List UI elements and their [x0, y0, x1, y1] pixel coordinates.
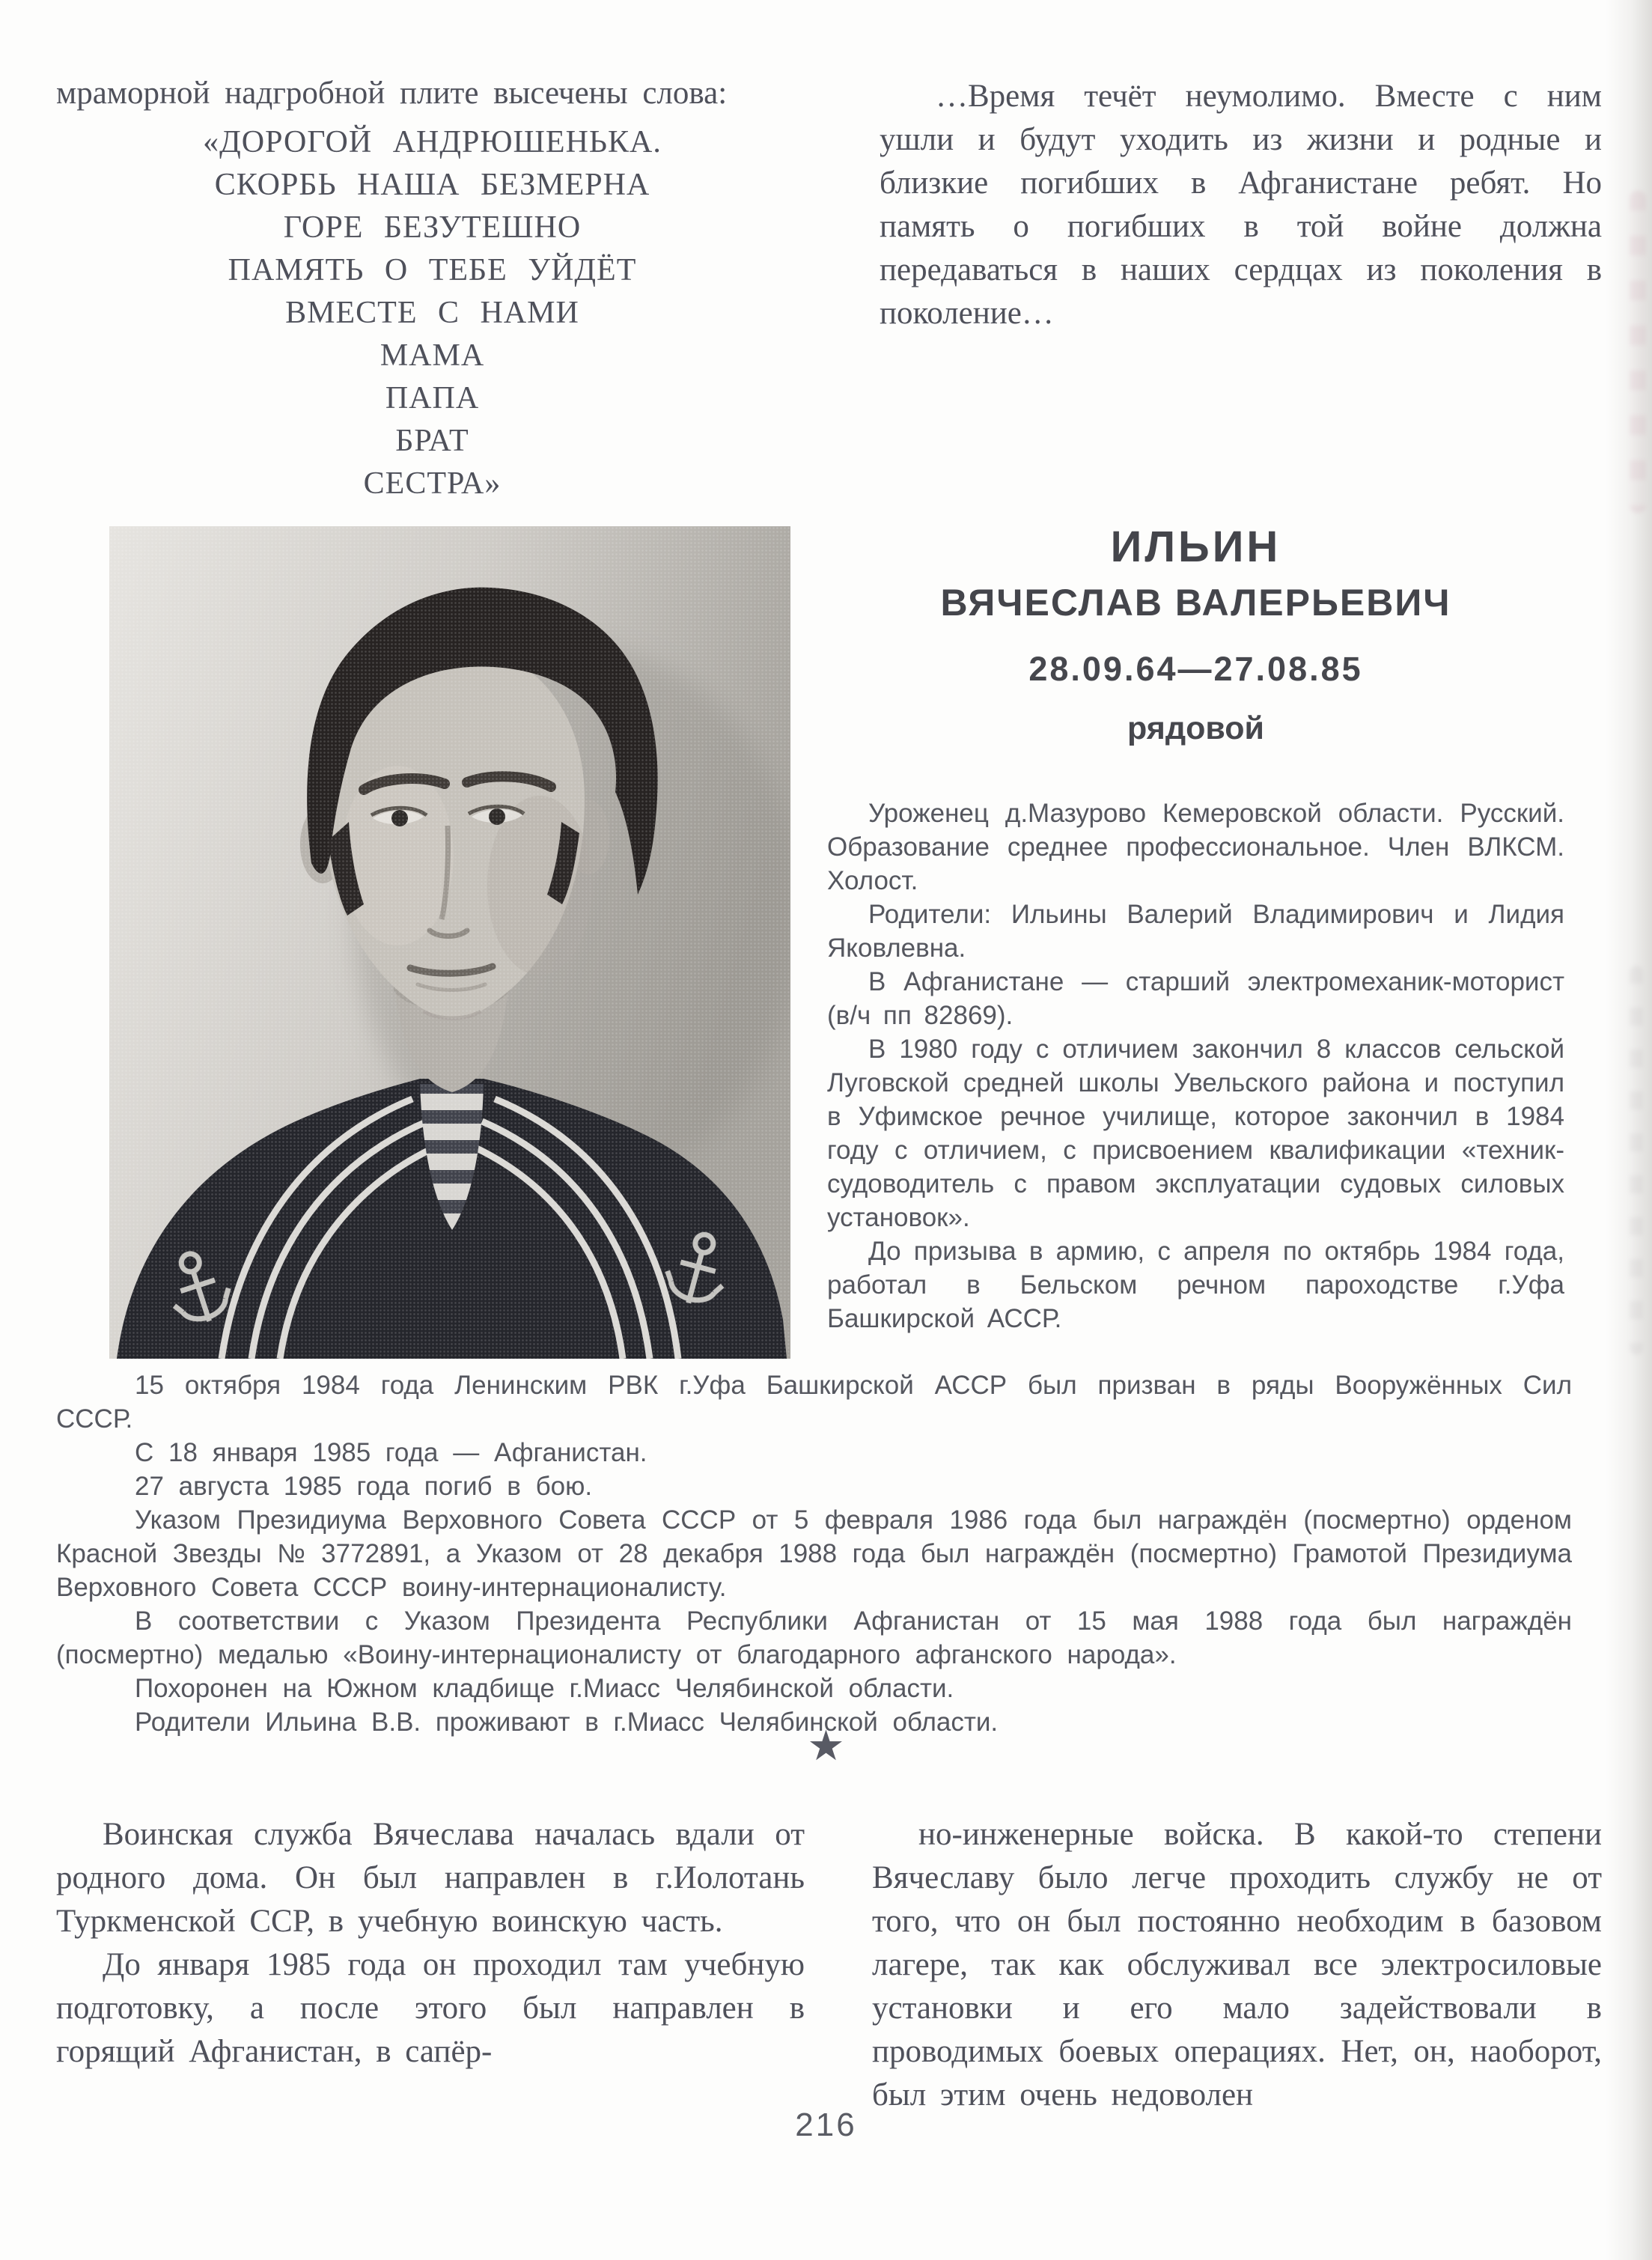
service-paragraph: Похоронен на Южном кладбище г.Миасс Челябинской области. — [135, 1674, 954, 1703]
soldier-rank: рядовой — [1127, 710, 1264, 746]
soldier-info-column — [827, 524, 1564, 1335]
biography-block — [827, 797, 1564, 1335]
epitaph-line: ПАМЯТЬ О ТЕБЕ УЙДЁТ — [228, 253, 637, 287]
soldier-name-patronymic: ВЯЧЕСЛАВ ВАЛЕРЬЕВИЧ — [940, 582, 1451, 624]
epitaph-line: СЕСТРА» — [363, 466, 502, 501]
epitaph-line: ГОРЕ БЕЗУТЕШНО — [283, 210, 582, 245]
bio-paragraph: В 1980 году с отличием закончил 8 классов сельской Луговской средней школы Увельского района и поступил в Уфимское речное училище, которое закончил в 1984 году с отличием, с присвоением квалификации «техник-судоводитель с правом эксплуатации судовых силовых установок». — [827, 1035, 1564, 1232]
epitaph-line: БРАТ — [395, 424, 469, 458]
page-number: 216 — [795, 2107, 857, 2143]
epitaph-line: МАМА — [380, 338, 485, 373]
story-paragraph: Воинская служба Вячеслава началась вдали от родного дома. Он был направлен в г.Иолотань Туркменской ССР, в учебную воинскую часть. — [56, 1817, 805, 1939]
soldier-photo — [109, 526, 790, 1359]
epitaph-lines — [56, 121, 808, 505]
service-record-block — [56, 1368, 1572, 1739]
memory-paragraph: …Время течёт неумолимо. Вместе с ним ушли и будут уходить из жизни и родные и близкие погибших в Афганистане ребят. Но память о погибших в той войне должна передаваться в наших сердцах из поколения в поколение… — [880, 79, 1602, 331]
bio-paragraph: В Афганистане — старший электромеханик-моторист (в/ч пп 82869). — [827, 967, 1564, 1030]
service-paragraph: С 18 января 1985 года — Афганистан. — [135, 1438, 647, 1467]
story-column-left — [56, 1813, 805, 2074]
bio-paragraph: Родители: Ильины Валерий Владимирович и Лидия Яковлевна. — [827, 900, 1564, 963]
memory-paragraph-block — [880, 75, 1602, 335]
soldier-life-dates: 28.09.64—27.08.85 — [1028, 650, 1363, 688]
epitaph-block — [56, 72, 808, 505]
soldier-surname: ИЛЬИН — [1110, 523, 1281, 571]
epitaph-line: ВМЕСТЕ С НАМИ — [285, 296, 579, 330]
epitaph-line: ПАПА — [385, 381, 480, 415]
bio-paragraph: До призыва в армию, с апреля по октябрь 1984 года, работал в Бельском речном пароходстве г.Уфа Башкирской АССР. — [827, 1237, 1564, 1333]
epitaph-intro: мраморной надгробной плите высечены слова: — [56, 76, 728, 111]
service-paragraph: Родители Ильина В.В. проживают в г.Миасс Челябинской области. — [135, 1708, 999, 1737]
scan-bleed-artifact — [1630, 966, 1643, 1355]
epitaph-line: «ДОРОГОЙ АНДРЮШЕНЬКА. — [203, 125, 662, 159]
service-paragraph: В соответствии с Указом Президента Республики Афганистан от 15 мая 1988 года был награждён (посмертно) медалью «Воину-интернационалисту от благодарного афганского народа». — [56, 1606, 1572, 1669]
bio-paragraph: Уроженец д.Мазурово Кемеровской области. Русский. Образование среднее профессиональное. Член ВЛКСМ. Холост. — [827, 799, 1564, 895]
service-paragraph: 27 августа 1985 года погиб в бою. — [135, 1472, 593, 1501]
service-paragraph: 15 октября 1984 года Ленинским РВК г.Уфа Башкирской АССР был призван в ряды Вооружённых Сил СССР. — [56, 1371, 1572, 1434]
story-paragraph: До января 1985 года он проходил там учебную подготовку, а после этого был направлен в горящий Афганистан, в сапёр- — [56, 1947, 805, 2069]
story-paragraph: но-инженерные войска. В какой-то степени Вячеславу было легче проходить службу не от того, что он был постоянно необходим в базовом лагере, так как обслуживал все электросиловые установки и его мало задействовали в проводимых боевых операциях. Нет, он, наоборот, был этим очень недоволен — [872, 1817, 1602, 2113]
star-divider-icon: ★ — [807, 1723, 845, 1770]
service-paragraph: Указом Президиума Верховного Совета СССР от 5 февраля 1986 года был награждён (посмертно) орденом Красной Звезды № 3772891, а Указом от 28 декабря 1988 года был награждён (посмертно) Грамотой Президиума Верховного Совета СССР воину-интернационалисту. — [56, 1505, 1572, 1602]
scan-bleed-artifact — [1630, 191, 1646, 513]
sailor-portrait-illustration — [109, 526, 790, 1359]
epitaph-line: СКОРБЬ НАША БЕЗМЕРНА — [214, 168, 650, 202]
story-column-right — [872, 1813, 1602, 2117]
